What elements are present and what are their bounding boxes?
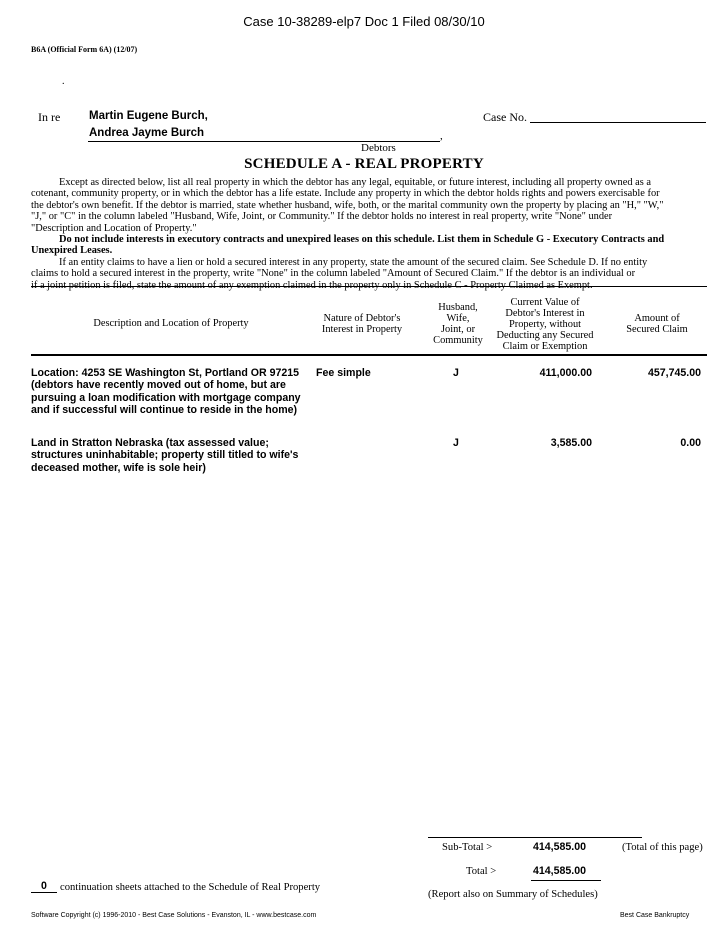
case-number-label: Case No. [483, 110, 527, 124]
total-value: 414,585.00 [533, 865, 587, 877]
column-header-nature [306, 313, 418, 335]
footer-brand: Best Case Bankruptcy [620, 912, 690, 919]
subtotal-value: 414,585.00 [533, 841, 587, 853]
header-text: Interest in Property [321, 324, 403, 335]
header-text: Property, without [508, 319, 582, 330]
instruction-line: Unexpired Leases. [31, 245, 113, 257]
debtors-label: Debtors [361, 142, 396, 154]
column-header-secured-claim [612, 313, 702, 335]
header-text: Claim or Exemption [502, 341, 588, 352]
continuation-count: 0 [31, 880, 57, 893]
column-header-hwjc [426, 302, 490, 346]
property-description: Location: 4253 SE Washington St, Portland OR 97215 (debtors have recently moved out of home, but are pursuing a loan modification with mortgage company and if successful will continue to reside in the home) [31, 367, 301, 417]
property-hwjc: J [453, 437, 459, 449]
property-description: Land in Stratton Nebraska (tax assessed value; structures uninhabitable; property still titled to wife's deceased mother, wife is sole heir) [31, 437, 299, 474]
header-text: Debtor's Interest in [505, 308, 585, 319]
header-text: Secured Claim [626, 324, 688, 335]
instruction-line: Do not include interests in executory contracts and unexpired leases on this schedule. List them in Schedule G - Executory Contracts and [59, 234, 665, 246]
schedule-title: SCHEDULE A - REAL PROPERTY [244, 156, 484, 172]
column-header-description [31, 318, 311, 329]
header-text: Community [433, 335, 483, 346]
subtotal-rule [428, 837, 642, 838]
debtor-name-2: Andrea Jayme Burch [89, 127, 205, 139]
instruction-line: if a joint petition is filed, state the amount of any exemption claimed in the property only in Schedule C - Property Claimed as Exempt. [31, 279, 593, 291]
stray-mark: . [62, 76, 65, 87]
header-text: Husband, [438, 302, 478, 313]
header-text: Deducting any Secured [496, 330, 594, 341]
instruction-line: "Description and Location of Property." [31, 222, 197, 234]
subtotal-note: (Total of this page) [622, 842, 703, 853]
property-current-value: 3,585.00 [550, 437, 592, 449]
subtotal-label: Sub-Total > [442, 842, 493, 853]
header-text: Description and Location of Property [93, 318, 249, 329]
continuation-text: continuation sheets attached to the Schedule of Real Property [60, 882, 321, 893]
case-header: Case 10-38289-elp7 Doc 1 Filed 08/30/10 [243, 14, 485, 29]
table-header-rule [31, 354, 707, 356]
total-label: Total > [466, 866, 497, 877]
property-hwjc: J [453, 367, 459, 379]
property-secured-claim: 457,745.00 [647, 367, 701, 379]
property-nature: Fee simple [316, 367, 371, 379]
table-top-rule [31, 286, 707, 287]
debtor-comma: , [440, 130, 443, 142]
header-text: Joint, or [440, 324, 476, 335]
property-current-value: 411,000.00 [539, 367, 592, 379]
header-text: Wife, [446, 313, 470, 324]
header-text: Nature of Debtor's [323, 313, 401, 324]
header-text: Current Value of [510, 297, 580, 308]
footer-copyright: Software Copyright (c) 1996-2010 - Best Case Solutions - Evanston, IL - www.bestcase.com [31, 912, 317, 919]
property-secured-claim: 0.00 [680, 437, 701, 449]
instruction-line: "J," or "C" in the column labeled "Husband, Wife, Joint, or Community." If the debtor holds no interest in real property, write "None" under [31, 211, 613, 223]
case-number-field [530, 122, 706, 123]
column-header-current-value [484, 297, 606, 352]
report-note: (Report also on Summary of Schedules) [428, 889, 598, 900]
instruction-line: the debtor's own benefit. If the debtor is married, state whether husband, wife, both, or the marital community own the property by placing an "H," "W," [31, 199, 664, 211]
instruction-line: Except as directed below, list all real property in which the debtor has any legal, equitable, or future interest, including all property owned as a [59, 177, 651, 188]
debtor-name-1: Martin Eugene Burch, [89, 110, 208, 122]
instructions [31, 177, 706, 291]
instruction-line: claims to hold a secured interest in the property, write "None" in the column labeled "Amount of Secured Claim." If the debtor is an individual or [31, 268, 636, 280]
total-rule [531, 880, 601, 881]
instruction-line: If an entity claims to have a lien or hold a secured interest in any property, state the amount of the secured claim. See Schedule D. If no entity [59, 256, 648, 268]
header-text: Amount of [634, 313, 680, 324]
form-identifier: B6A (Official Form 6A) (12/07) [31, 45, 138, 54]
in-re-label: In re [38, 110, 61, 124]
instruction-line: cotenant, community property, or in which the debtor has a life estate. Include any property in which the debtor holds rights and powers exercisable for [31, 188, 660, 200]
